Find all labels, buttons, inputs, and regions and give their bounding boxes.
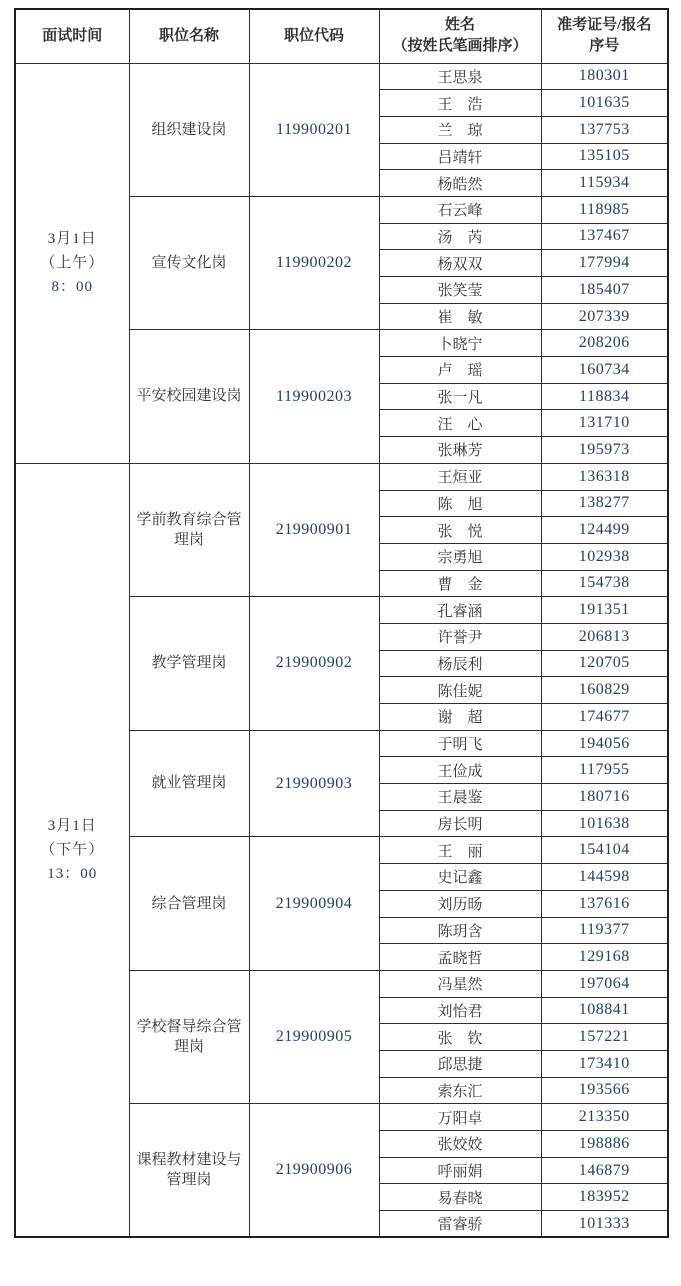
ticket-number-cell: 185407: [541, 277, 668, 304]
candidate-name-cell: 张姣姣: [379, 1131, 541, 1158]
session-time-line: （下午）: [40, 842, 105, 859]
candidate-name-cell: 张 钦: [379, 1024, 541, 1051]
ticket-number-cell: 197064: [541, 970, 668, 997]
candidate-name-cell: 王思泉: [379, 63, 541, 90]
ticket-number-cell: 177994: [541, 250, 668, 277]
candidate-name-cell: 史记鑫: [379, 864, 541, 891]
ticket-number-cell: 102938: [541, 543, 668, 570]
session-time-clock: 8：00: [51, 279, 93, 296]
candidate-name-cell: 杨皓然: [379, 170, 541, 197]
position-code-cell: 219900904: [249, 837, 379, 970]
ticket-number-cell: 154104: [541, 837, 668, 864]
candidate-name-cell: 张一凡: [379, 383, 541, 410]
candidate-name-cell: 孟晓哲: [379, 944, 541, 971]
candidate-name-cell: 兰 琼: [379, 116, 541, 143]
candidate-name-cell: 王烜亚: [379, 463, 541, 490]
ticket-number-cell: 101638: [541, 810, 668, 837]
candidate-name-cell: 张 悦: [379, 517, 541, 544]
ticket-number-cell: 135105: [541, 143, 668, 170]
position-code-cell: 119900202: [249, 196, 379, 329]
ticket-number-cell: 173410: [541, 1050, 668, 1077]
candidate-name-cell: 房长明: [379, 810, 541, 837]
candidate-name-cell: 张琳芳: [379, 437, 541, 464]
position-code-cell: 119900201: [249, 63, 379, 196]
ticket-number-cell: 183952: [541, 1184, 668, 1211]
candidate-name-cell: 陈佳妮: [379, 677, 541, 704]
ticket-number-cell: 157221: [541, 1024, 668, 1051]
candidate-name-cell: 呼丽娟: [379, 1157, 541, 1184]
ticket-number-cell: 115934: [541, 170, 668, 197]
candidate-name-cell: 王 丽: [379, 837, 541, 864]
header-label-line: 姓名: [444, 17, 475, 34]
ticket-number-cell: 180716: [541, 784, 668, 811]
ticket-number-cell: 131710: [541, 410, 668, 437]
candidate-name-cell: 邱思捷: [379, 1050, 541, 1077]
candidate-row: [15, 463, 668, 490]
ticket-number-cell: 124499: [541, 517, 668, 544]
ticket-number-cell: 207339: [541, 303, 668, 330]
candidate-name-cell: 汤 芮: [379, 223, 541, 250]
ticket-number-cell: 119377: [541, 917, 668, 944]
ticket-number-cell: 180301: [541, 63, 668, 90]
ticket-number-cell: 136318: [541, 463, 668, 490]
position-name-cell: 学前教育综合管理岗: [129, 463, 249, 596]
candidate-name-cell: 易春晓: [379, 1184, 541, 1211]
ticket-number-cell: 195973: [541, 437, 668, 464]
ticket-number-cell: 206813: [541, 623, 668, 650]
candidate-name-cell: 孔睿涵: [379, 597, 541, 624]
header-position-code: [249, 9, 379, 63]
candidate-row: [15, 63, 668, 90]
ticket-number-cell: 194056: [541, 730, 668, 757]
position-name-cell: 学校督导综合管理岗: [129, 970, 249, 1103]
candidate-name-cell: 曹 金: [379, 570, 541, 597]
ticket-number-cell: 118985: [541, 196, 668, 223]
candidate-name-cell: 崔 敏: [379, 303, 541, 330]
position-name-cell: 宣传文化岗: [129, 196, 249, 329]
ticket-number-cell: 138277: [541, 490, 668, 517]
header-ticket-number: [541, 9, 668, 63]
candidate-name-cell: 王 浩: [379, 90, 541, 117]
candidate-name-cell: 杨辰利: [379, 650, 541, 677]
candidate-name-cell: 杨双双: [379, 250, 541, 277]
candidate-name-cell: 吕靖轩: [379, 143, 541, 170]
position-name-cell: 课程教材建设与管理岗: [129, 1104, 249, 1237]
position-code-cell: 119900203: [249, 330, 379, 463]
ticket-number-cell: 137616: [541, 890, 668, 917]
ticket-number-cell: 117955: [541, 757, 668, 784]
ticket-number-cell: 101635: [541, 90, 668, 117]
ticket-number-cell: 191351: [541, 597, 668, 624]
candidate-name-cell: 王晨鉴: [379, 784, 541, 811]
header-label: 面试时间: [42, 27, 103, 44]
session-time-cell: [15, 463, 129, 1237]
header-label: 职位名称: [158, 27, 219, 44]
header-label-line: 序号: [589, 38, 620, 55]
candidate-name-cell: 张笑莹: [379, 277, 541, 304]
candidate-name-cell: 刘历旸: [379, 890, 541, 917]
candidate-name-cell: 汪 心: [379, 410, 541, 437]
ticket-number-cell: 120705: [541, 650, 668, 677]
header-interview-time: [15, 9, 129, 63]
position-code-cell: 219900903: [249, 730, 379, 837]
ticket-number-cell: 154738: [541, 570, 668, 597]
candidate-name-cell: 万阳卓: [379, 1104, 541, 1131]
header-position-name: [129, 9, 249, 63]
header-label-line: （按姓氏笔画排序）: [392, 38, 528, 55]
candidate-name-cell: 卜晓宁: [379, 330, 541, 357]
position-name-cell: 组织建设岗: [129, 63, 249, 196]
ticket-number-cell: 137753: [541, 116, 668, 143]
candidate-name-cell: 于明飞: [379, 730, 541, 757]
ticket-number-cell: 129168: [541, 944, 668, 971]
position-name-cell: 就业管理岗: [129, 730, 249, 837]
candidate-name-cell: 冯星然: [379, 970, 541, 997]
candidate-name-cell: 宗勇旭: [379, 543, 541, 570]
ticket-number-cell: 137467: [541, 223, 668, 250]
session-time-line: 3月1日: [47, 231, 97, 248]
position-name-cell: 教学管理岗: [129, 597, 249, 730]
header-candidate-name: [379, 9, 541, 63]
ticket-number-cell: 144598: [541, 864, 668, 891]
candidate-name-cell: 刘怡君: [379, 997, 541, 1024]
ticket-number-cell: 174677: [541, 704, 668, 731]
ticket-number-cell: 101333: [541, 1211, 668, 1238]
candidate-name-cell: 许誉尹: [379, 623, 541, 650]
header-label: 职位代码: [283, 27, 344, 44]
position-name-cell: 平安校园建设岗: [129, 330, 249, 463]
candidate-name-cell: 石云峰: [379, 196, 541, 223]
session-time-clock: 13：00: [47, 866, 98, 883]
session-time-line: 3月1日: [47, 818, 97, 835]
interview-schedule-table: [14, 8, 669, 1238]
ticket-number-cell: 160734: [541, 357, 668, 384]
position-code-cell: 219900905: [249, 970, 379, 1103]
header-row: [15, 9, 668, 63]
position-code-cell: 219900901: [249, 463, 379, 596]
session-time-cell: [15, 63, 129, 463]
candidate-name-cell: 陈 旭: [379, 490, 541, 517]
ticket-number-cell: 193566: [541, 1077, 668, 1104]
ticket-number-cell: 160829: [541, 677, 668, 704]
position-code-cell: 219900906: [249, 1104, 379, 1237]
candidate-name-cell: 雷睿骄: [379, 1211, 541, 1238]
table-body: [15, 63, 668, 1237]
candidate-name-cell: 谢 超: [379, 704, 541, 731]
candidate-name-cell: 索东汇: [379, 1077, 541, 1104]
position-code-cell: 219900902: [249, 597, 379, 730]
position-name-cell: 综合管理岗: [129, 837, 249, 970]
ticket-number-cell: 198886: [541, 1131, 668, 1158]
ticket-number-cell: 208206: [541, 330, 668, 357]
ticket-number-cell: 108841: [541, 997, 668, 1024]
ticket-number-cell: 146879: [541, 1157, 668, 1184]
session-time-line: （上午）: [40, 255, 105, 272]
header-label-line: 准考证号/报名: [557, 17, 652, 34]
candidate-name-cell: 王俭成: [379, 757, 541, 784]
ticket-number-cell: 118834: [541, 383, 668, 410]
ticket-number-cell: 213350: [541, 1104, 668, 1131]
candidate-name-cell: 卢 瑶: [379, 357, 541, 384]
candidate-name-cell: 陈玥含: [379, 917, 541, 944]
